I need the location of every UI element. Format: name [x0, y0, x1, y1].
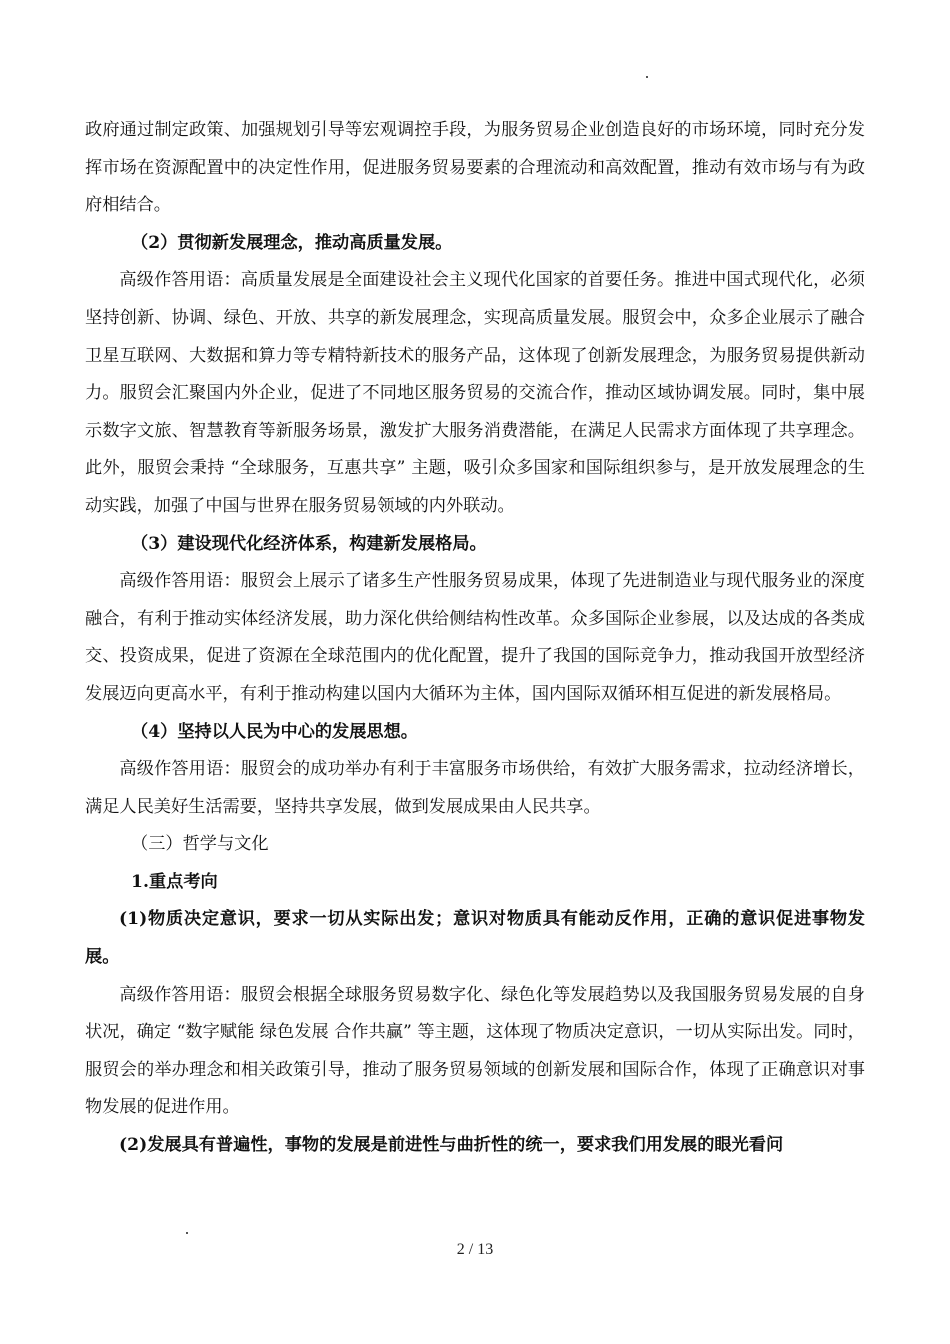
chapter-heading-philosophy: （三）哲学与文化: [131, 834, 269, 855]
section-heading-3: （3）建设现代化经济体系，构建新发展格局。: [131, 533, 487, 554]
page-number: 2 / 13: [456, 1241, 494, 1258]
subheading-key-directions: 1.重点考向: [131, 871, 218, 892]
paragraph-answer-2: 高级作答用语：高质量发展是全面建设社会主义现代化国家的首要任务。推进中国式现代化，必须坚持创新、协调、绿色、开放、共享的新发展理念，实现高质量发展。服贸会中，众多企业展示了融合卫星互联网、大数据和算力等专精特新技术的服务产品，这体现了创新发展理念，为服务贸易提供新动力。服贸会汇聚国内外企业，促进了不同地区服务贸易的交流合作，推动区域协调发展。同时，集中展示数字文旅、智慧教育等新服务场景，激发扩大服务消费潜能，在满足人民需求方面体现了共享理念。此外，服贸会秉持 “全球服务，互惠共享” 主题，吸引众多国家和国际组织参与，是开放发展理念的生动实践，加强了中国与世界在服务贸易领域的内外联动。: [85, 270, 865, 516]
paragraph-answer-4: 高级作答用语：服贸会的成功举办有利于丰富服务市场供给，有效扩大服务需求，拉动经济增长，满足人民美好生活需要，坚持共享发展，做到发展成果由人民共享。: [85, 759, 865, 817]
paragraph-answer-3: 高级作答用语：服贸会上展示了诸多生产性服务贸易成果，体现了先进制造业与现代服务业的深度融合，有利于推动实体经济发展，助力深化供给侧结构性改革。众多国际企业参展，以及达成的各类成交、投资成果，促进了资源在全球范围内的优化配置，提升了我国的国际竞争力，推动我国开放型经济发展迈向更高水平，有利于推动构建以国内大循环为主体，国内国际双循环相互促进的新发展格局。: [85, 571, 865, 704]
scan-artifact-dot: [646, 76, 648, 78]
scan-artifact-dot: [186, 1232, 188, 1234]
paragraph-body-continuation: 政府通过制定政策、加强规划引导等宏观调控手段，为服务贸易企业创造良好的市场环境，同时充分发挥市场在资源配置中的决定性作用，促进服务贸易要素的合理流动和高效配置，推动有效市场与有为政府相结合。: [85, 120, 865, 216]
document-body: [85, 112, 865, 1165]
section-heading-2: （2）贯彻新发展理念，推动高质量发展。: [131, 232, 453, 253]
point-heading-1: (1)物质决定意识，要求一切从实际出发；意识对物质具有能动反作用，正确的意识促进事物发展。: [85, 909, 865, 968]
paragraph-answer-point-1: 高级作答用语：服贸会根据全球服务贸易数字化、绿色化等发展趋势以及我国服务贸易发展的自身状况，确定 “数字赋能 绿色发展 合作共赢” 等主题，这体现了物质决定意识，一切从实际出发。同时，服贸会的举办理念和相关政策引导，推动了服务贸易领域的创新发展和国际合作，体现了正确意识对事物发展的促进作用。: [85, 984, 865, 1118]
point-heading-2: (2)发展具有普遍性，事物的发展是前进性与曲折性的统一，要求我们用发展的眼光看问: [119, 1135, 784, 1156]
section-heading-4: （4）坚持以人民为中心的发展思想。: [131, 721, 418, 742]
